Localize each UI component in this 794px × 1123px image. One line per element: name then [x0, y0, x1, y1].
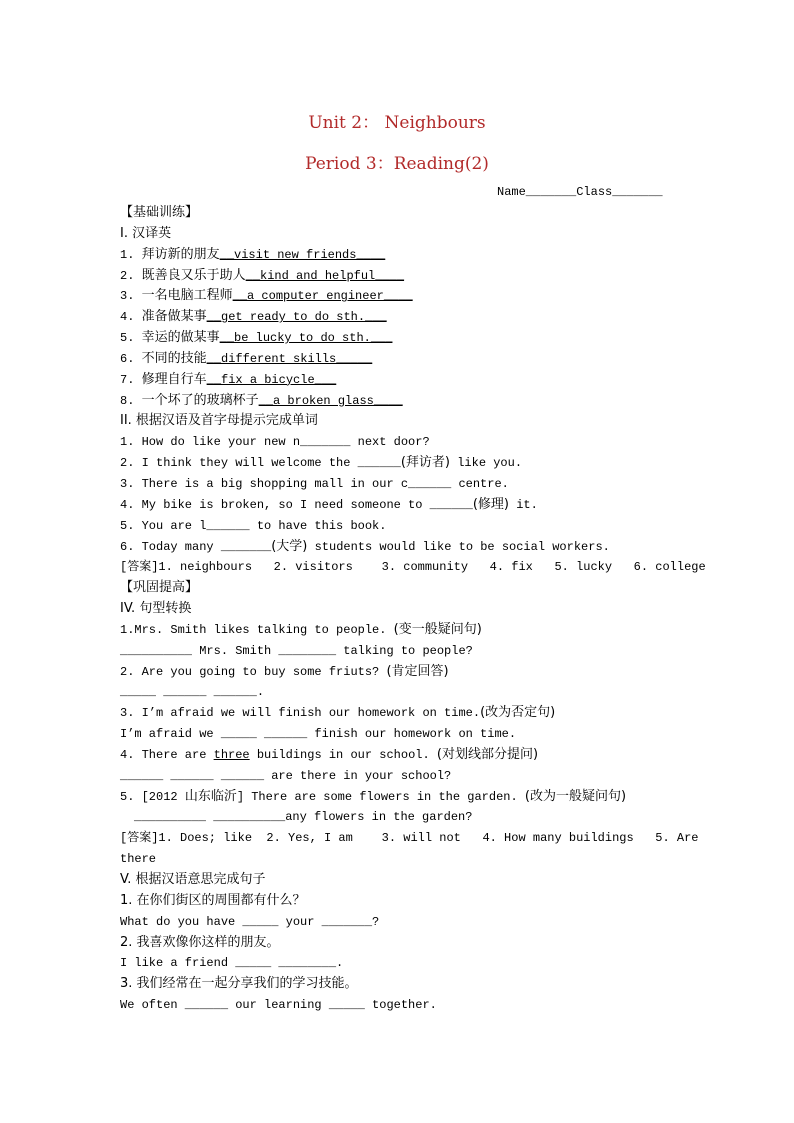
- question-line: 1. How do like your new n_______ next door?: [120, 435, 430, 450]
- list-item: 7. 修理自行车__fix a bicycle___: [120, 371, 337, 387]
- list-item: 2. 既善良又乐于助人__kind and helpful____: [120, 267, 405, 283]
- blank-line: What do you have _____ your _______?: [120, 914, 380, 929]
- list-item: 6. 不同的技能__different skills_____: [120, 350, 373, 366]
- question-line: 1.Mrs. Smith likes talking to people. (变一般疑问句): [120, 621, 482, 637]
- page-subtitle: Period 3：Reading(2): [305, 154, 489, 174]
- question-line: 2. I think they will welcome the ______(拜访者) like you.: [120, 455, 523, 471]
- list-item: 5. 幸运的做某事__be lucky to do sth.___: [120, 330, 393, 346]
- answer-key-continued: there: [120, 852, 157, 867]
- blank-line: We often ______ our learning _____ together.: [120, 998, 437, 1013]
- blank-line: ______ ______ ______ are there in your school?: [120, 768, 452, 783]
- question-line: 3. There is a big shopping mall in our c______ centre.: [120, 476, 509, 491]
- question-line: 3. 我们经常在一起分享我们的学习技能。: [120, 976, 358, 992]
- section-improve-heading: 【巩固提高】: [120, 580, 199, 596]
- part5-heading: V. 根据汉语意思完成句子: [120, 872, 266, 887]
- question-line: 4. There are three buildings in our school. (对划线部分提问): [120, 746, 539, 762]
- blank-line: __________ Mrs. Smith ________ talking to people?: [120, 643, 473, 658]
- question-line: 6. Today many _______(大学) students would like to be social workers.: [120, 538, 610, 554]
- question-line: 2. 我喜欢像你这样的朋友。: [120, 934, 280, 950]
- worksheet-body: [120, 203, 706, 1016]
- blank-line: I’m afraid we _____ ______ finish our homework on time.: [120, 727, 517, 742]
- part2-heading: II. 根据汉语及首字母提示完成单词: [120, 413, 318, 429]
- question-line: 5. You are l______ to have this book.: [120, 518, 387, 533]
- blank-line: _____ ______ ______.: [120, 685, 265, 700]
- page-title: Unit 2： Neighbours: [308, 113, 486, 133]
- answer-key: [答案]1. neighbours 2. visitors 3. community 4. fix 5. lucky 6. college: [120, 560, 706, 575]
- question-line: 1. 在你们街区的周围都有什么？: [120, 892, 306, 908]
- part1-heading: I. 汉译英: [120, 225, 172, 241]
- part4-heading: IV. 句型转换: [120, 601, 192, 617]
- list-item: 1. 拜访新的朋友__visit new friends____: [120, 246, 386, 262]
- list-item: 8. 一个坏了的玻璃杯子__a broken glass____: [120, 392, 403, 408]
- blank-line: __________ __________any flowers in the garden?: [134, 810, 473, 825]
- question-line: 4. My bike is broken, so I need someone to ______(修理) it.: [120, 496, 538, 512]
- list-item: 4. 准备做某事__get ready to do sth.___: [120, 309, 387, 325]
- question-line: 3. I’m afraid we will finish our homework on time.(改为否定句): [120, 705, 556, 721]
- underlined-word: three: [213, 747, 250, 762]
- section-basic-heading: 【基础训练】: [120, 205, 199, 220]
- blank-line: I like a friend _____ ________.: [120, 956, 344, 971]
- list-item: 3. 一名电脑工程师__a computer engineer____: [120, 288, 413, 304]
- question-line: 5. [2012 山东临沂] There are some flowers in the garden. (改为一般疑问句): [120, 788, 627, 804]
- question-line: 2. Are you going to buy some friuts? (肯定回答): [120, 663, 449, 679]
- answer-key: [答案]1. Does; like 2. Yes, I am 3. will not 4. How many buildings 5. Are: [120, 831, 699, 846]
- name-class-line: Name_______Class_______: [497, 185, 663, 199]
